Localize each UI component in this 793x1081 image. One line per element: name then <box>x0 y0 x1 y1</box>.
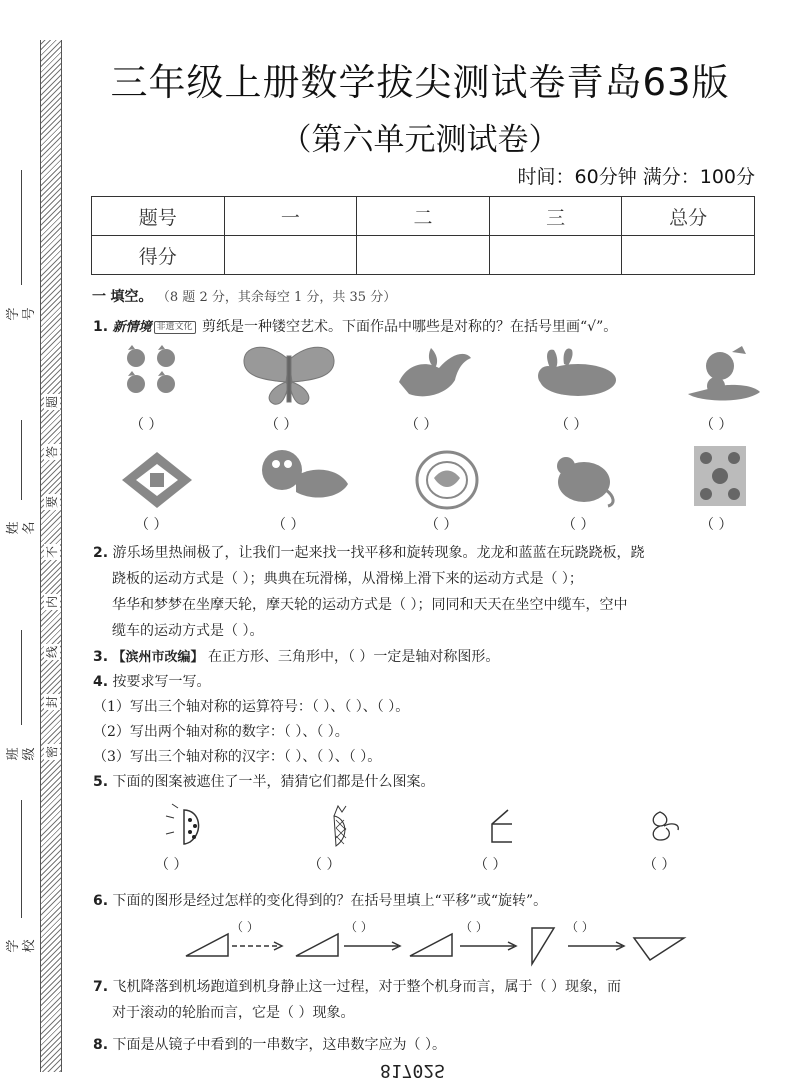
score-cell[interactable] <box>622 236 755 275</box>
question-number: 5. <box>93 774 109 790</box>
section-header <box>92 286 396 306</box>
seal-char: 题 <box>45 396 59 409</box>
answer-paren[interactable]: （ ） <box>700 517 733 533</box>
question-3 <box>93 646 499 669</box>
seal-char: 封 <box>45 696 59 709</box>
question-8 <box>93 1034 446 1056</box>
section-note: （8 题 2 分，其余每空 1 分，共 35 分） <box>156 290 397 305</box>
question-text: 剪纸是一种镂空艺术。下面作品中哪些是对称的？在括号里画“√”。 <box>202 319 618 335</box>
papercut-rabbit <box>530 346 620 402</box>
question-2 <box>93 540 783 566</box>
name-label: 姓名 <box>6 521 37 535</box>
score-header-cell: 总分 <box>622 197 755 236</box>
question-number: 4. <box>93 674 109 690</box>
question-number: 3. <box>93 649 109 665</box>
papercut-roosters <box>120 344 190 400</box>
question-number: 6. <box>93 893 109 909</box>
papercut-round-badge <box>412 448 482 512</box>
score-cell[interactable] <box>489 236 622 275</box>
question-text-line: 飞机降落到机场跑道到机身静止这一过程，对于整个机身而言，属于（ ）现象，而 <box>112 979 621 995</box>
question-text: 在正方形、三角形中，（ ）一定是轴对称图形。 <box>207 649 500 665</box>
answer-paren[interactable]: （ ） <box>555 417 588 433</box>
score-table-score-row <box>92 236 755 275</box>
question-text: 下面是从镜子中看到的一串数字，这串数字应为（ ）。 <box>112 1037 446 1053</box>
question-text: 下面的图形是经过怎样的变化得到的？在括号里填上“平移”或“旋转”。 <box>112 893 548 909</box>
score-header-cell: 一 <box>224 197 357 236</box>
score-cell[interactable] <box>357 236 490 275</box>
answer-paren[interactable]: （ ） <box>231 920 259 934</box>
question-1 <box>93 316 617 339</box>
hatch-edge-right <box>61 40 62 1072</box>
question-number: 8. <box>93 1037 109 1053</box>
papercut-lion-dance <box>256 444 352 510</box>
score-cell[interactable] <box>224 236 357 275</box>
question-text: 下面的图案被遮住了一半，猜猜它们都是什么图案。 <box>112 774 435 790</box>
score-row-label: 得分 <box>92 236 225 275</box>
heritage-tag: 非遗文化 <box>154 321 196 334</box>
half-house <box>488 806 528 846</box>
question-4-sub-2: （2）写出两个轴对称的数字：（ ）、（ ）。 <box>93 724 349 740</box>
question-number: 2. <box>93 545 109 561</box>
answer-paren[interactable]: （ ） <box>562 517 595 533</box>
question-6 <box>93 890 547 912</box>
question-text: 按要求写一写。 <box>112 674 211 690</box>
score-table <box>91 196 755 275</box>
question-5 <box>93 771 435 793</box>
binding-margin <box>0 0 78 1072</box>
question-text-line: 游乐场里热闹极了，让我们一起来找一找平移和旋转现象。龙龙和蓝蓝在玩跷跷板，跷 <box>112 545 645 561</box>
answer-paren[interactable]: （ ） <box>425 517 458 533</box>
papercut-monkey <box>680 344 764 406</box>
question-text-line: 对于滚动的轮胎而言，它是（ ）现象。 <box>112 1005 355 1021</box>
question-text-line: 跷板的运动方式是（ ）；典典在玩滑梯，从滑梯上滑下来的运动方式是（ ）； <box>112 571 583 587</box>
answer-paren[interactable]: （ ） <box>405 417 438 433</box>
student-id-label: 学号 <box>6 307 37 321</box>
question-4-sub-3: （3）写出三个轴对称的汉字：（ ）、（ ）、（ ）。 <box>93 749 382 765</box>
score-header-cell: 三 <box>489 197 622 236</box>
papercut-lattice <box>120 450 194 510</box>
time-info: 时间：60分钟 满分：100分 <box>517 166 755 188</box>
section-name: 填空。 <box>110 289 153 305</box>
seal-char: 线 <box>45 646 59 659</box>
question-2-continued <box>112 566 782 644</box>
question-7 <box>93 974 621 1000</box>
score-header-cell: 题号 <box>92 197 225 236</box>
page-subtitle: （第六单元测试卷） <box>280 122 560 158</box>
answer-paren[interactable]: （ ） <box>345 920 373 934</box>
score-header-cell: 二 <box>357 197 490 236</box>
half-pineapple <box>322 802 354 850</box>
question-number: 7. <box>93 979 109 995</box>
question-text-line: 缆车的运动方式是（ ）。 <box>112 623 264 639</box>
school-label: 学校 <box>6 939 37 953</box>
half-ladybug <box>160 802 206 848</box>
source-tag: 【滨州市改编】 <box>112 650 204 665</box>
school-line <box>21 800 22 918</box>
class-line <box>21 630 22 725</box>
class-label: 班级 <box>6 747 37 761</box>
papercut-pattern-tile <box>692 444 748 508</box>
mirror-digits: 81702S <box>380 1060 446 1081</box>
question-text-line: 华华和梦梦在坐摩天轮，摩天轮的运动方式是（ ）；同同和天天在坐空中缆车，空中 <box>112 597 628 613</box>
score-table-header-row <box>92 197 755 236</box>
seal-char: 答 <box>45 446 59 459</box>
papercut-mouse <box>548 452 618 508</box>
answer-paren[interactable]: （ ） <box>308 857 341 873</box>
seal-char: 密 <box>45 746 59 759</box>
student-id-line <box>21 170 22 285</box>
seal-char: 要 <box>45 496 59 509</box>
answer-paren[interactable]: （ ） <box>130 417 163 433</box>
seal-char: 不 <box>45 546 59 559</box>
answer-paren[interactable]: （ ） <box>643 857 676 873</box>
new-context-tag: 新情境 <box>112 320 152 335</box>
answer-paren[interactable]: （ ） <box>460 920 488 934</box>
section-number: 一 <box>92 289 106 305</box>
question-4 <box>93 671 211 693</box>
hatch-edge-left <box>40 40 41 1072</box>
answer-paren[interactable]: （ ） <box>272 517 305 533</box>
question-4-sub-1: （1）写出三个轴对称的运算符号：（ ）、（ ）、（ ）。 <box>93 699 410 715</box>
answer-paren[interactable]: （ ） <box>700 417 733 433</box>
answer-paren[interactable]: （ ） <box>566 920 594 934</box>
name-line <box>21 420 22 500</box>
seal-char: 内 <box>45 596 59 609</box>
answer-paren[interactable]: （ ） <box>155 857 188 873</box>
answer-paren[interactable]: （ ） <box>265 417 298 433</box>
question-7-continued <box>112 1000 782 1026</box>
question-number: 1. <box>93 319 109 335</box>
answer-paren[interactable]: （ ） <box>135 517 168 533</box>
half-flower <box>646 806 686 846</box>
page-title: 三年级上册数学拔尖测试卷青岛63版 <box>110 61 730 104</box>
papercut-fish-bird <box>395 344 475 404</box>
answer-paren[interactable]: （ ） <box>474 857 507 873</box>
papercut-butterfly <box>240 342 338 408</box>
